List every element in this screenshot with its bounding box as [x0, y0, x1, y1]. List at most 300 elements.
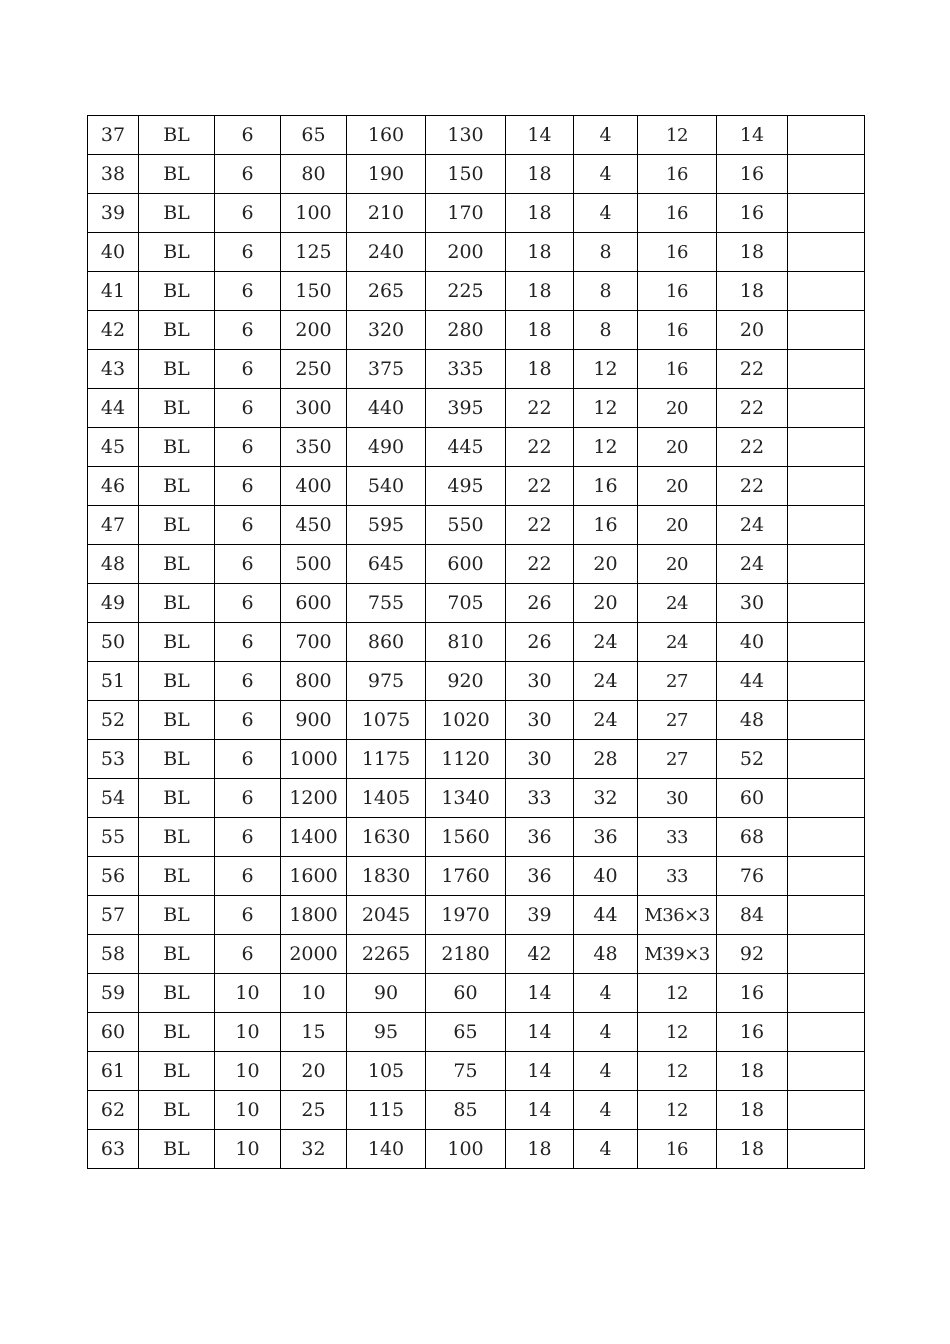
bolt-size-cell: 16: [638, 233, 717, 272]
type-cell: BL: [139, 311, 215, 350]
nominal-size-cell: 350: [281, 428, 347, 467]
hole-diameter-cell: 22: [506, 467, 574, 506]
type-cell: BL: [139, 467, 215, 506]
pressure-cell: 6: [215, 350, 281, 389]
bolt-circle-cell: 395: [426, 389, 506, 428]
remark-cell: [788, 350, 865, 389]
remark-cell: [788, 311, 865, 350]
hole-diameter-cell: 14: [506, 1013, 574, 1052]
remark-cell: [788, 506, 865, 545]
row-number-cell: 45: [88, 428, 139, 467]
bolt-circle-cell: 810: [426, 623, 506, 662]
bolt-circle-cell: 100: [426, 1130, 506, 1169]
nominal-size-cell: 100: [281, 194, 347, 233]
hole-diameter-cell: 39: [506, 896, 574, 935]
thickness-cell: 60: [717, 779, 788, 818]
pressure-cell: 6: [215, 623, 281, 662]
nominal-size-cell: 200: [281, 311, 347, 350]
pressure-cell: 6: [215, 428, 281, 467]
type-cell: BL: [139, 779, 215, 818]
pressure-cell: 6: [215, 272, 281, 311]
table-row: [88, 974, 865, 1013]
remark-cell: [788, 701, 865, 740]
table-row: [88, 1052, 865, 1091]
table-row: [88, 350, 865, 389]
outer-diameter-cell: 490: [347, 428, 426, 467]
bolt-size-cell: 16: [638, 194, 717, 233]
row-number-cell: 53: [88, 740, 139, 779]
hole-diameter-cell: 18: [506, 233, 574, 272]
bolt-size-cell: 20: [638, 506, 717, 545]
remark-cell: [788, 935, 865, 974]
bolt-size-cell: M36×3: [638, 896, 717, 935]
table-row: [88, 116, 865, 155]
bolt-count-cell: 4: [574, 1130, 638, 1169]
thickness-cell: 16: [717, 155, 788, 194]
row-number-cell: 48: [88, 545, 139, 584]
table-row: [88, 1091, 865, 1130]
row-number-cell: 49: [88, 584, 139, 623]
type-cell: BL: [139, 701, 215, 740]
thickness-cell: 18: [717, 1052, 788, 1091]
pressure-cell: 6: [215, 818, 281, 857]
thickness-cell: 76: [717, 857, 788, 896]
flange-dimension-table: [87, 115, 865, 1169]
nominal-size-cell: 125: [281, 233, 347, 272]
bolt-circle-cell: 1340: [426, 779, 506, 818]
type-cell: BL: [139, 740, 215, 779]
type-cell: BL: [139, 1052, 215, 1091]
row-number-cell: 52: [88, 701, 139, 740]
bolt-circle-cell: 170: [426, 194, 506, 233]
outer-diameter-cell: 160: [347, 116, 426, 155]
outer-diameter-cell: 1830: [347, 857, 426, 896]
table-row: [88, 467, 865, 506]
bolt-circle-cell: 75: [426, 1052, 506, 1091]
bolt-size-cell: 24: [638, 584, 717, 623]
hole-diameter-cell: 22: [506, 545, 574, 584]
outer-diameter-cell: 595: [347, 506, 426, 545]
pressure-cell: 10: [215, 1091, 281, 1130]
bolt-count-cell: 20: [574, 584, 638, 623]
thickness-cell: 18: [717, 1130, 788, 1169]
hole-diameter-cell: 14: [506, 116, 574, 155]
hole-diameter-cell: 30: [506, 662, 574, 701]
table-row: [88, 1013, 865, 1052]
hole-diameter-cell: 18: [506, 272, 574, 311]
remark-cell: [788, 116, 865, 155]
thickness-cell: 14: [717, 116, 788, 155]
thickness-cell: 22: [717, 467, 788, 506]
remark-cell: [788, 974, 865, 1013]
bolt-circle-cell: 495: [426, 467, 506, 506]
nominal-size-cell: 300: [281, 389, 347, 428]
remark-cell: [788, 740, 865, 779]
bolt-circle-cell: 1020: [426, 701, 506, 740]
type-cell: BL: [139, 116, 215, 155]
bolt-circle-cell: 130: [426, 116, 506, 155]
type-cell: BL: [139, 506, 215, 545]
bolt-size-cell: M39×3: [638, 935, 717, 974]
bolt-circle-cell: 1560: [426, 818, 506, 857]
type-cell: BL: [139, 1130, 215, 1169]
bolt-size-cell: 20: [638, 389, 717, 428]
bolt-size-cell: 24: [638, 623, 717, 662]
thickness-cell: 20: [717, 311, 788, 350]
bolt-size-cell: 16: [638, 1130, 717, 1169]
remark-cell: [788, 467, 865, 506]
pressure-cell: 6: [215, 740, 281, 779]
row-number-cell: 38: [88, 155, 139, 194]
type-cell: BL: [139, 974, 215, 1013]
outer-diameter-cell: 140: [347, 1130, 426, 1169]
thickness-cell: 44: [717, 662, 788, 701]
nominal-size-cell: 25: [281, 1091, 347, 1130]
remark-cell: [788, 545, 865, 584]
thickness-cell: 18: [717, 233, 788, 272]
hole-diameter-cell: 18: [506, 155, 574, 194]
type-cell: BL: [139, 935, 215, 974]
thickness-cell: 68: [717, 818, 788, 857]
nominal-size-cell: 15: [281, 1013, 347, 1052]
table-row: [88, 623, 865, 662]
row-number-cell: 50: [88, 623, 139, 662]
type-cell: BL: [139, 896, 215, 935]
nominal-size-cell: 500: [281, 545, 347, 584]
remark-cell: [788, 233, 865, 272]
row-number-cell: 39: [88, 194, 139, 233]
row-number-cell: 37: [88, 116, 139, 155]
remark-cell: [788, 155, 865, 194]
type-cell: BL: [139, 857, 215, 896]
bolt-circle-cell: 1970: [426, 896, 506, 935]
outer-diameter-cell: 2265: [347, 935, 426, 974]
bolt-size-cell: 27: [638, 740, 717, 779]
thickness-cell: 24: [717, 545, 788, 584]
type-cell: BL: [139, 272, 215, 311]
row-number-cell: 54: [88, 779, 139, 818]
thickness-cell: 16: [717, 194, 788, 233]
bolt-circle-cell: 2180: [426, 935, 506, 974]
row-number-cell: 61: [88, 1052, 139, 1091]
bolt-count-cell: 4: [574, 1052, 638, 1091]
thickness-cell: 18: [717, 272, 788, 311]
row-number-cell: 43: [88, 350, 139, 389]
remark-cell: [788, 1013, 865, 1052]
bolt-size-cell: 16: [638, 350, 717, 389]
hole-diameter-cell: 26: [506, 623, 574, 662]
table-row: [88, 233, 865, 272]
table-row: [88, 779, 865, 818]
remark-cell: [788, 428, 865, 467]
bolt-size-cell: 20: [638, 467, 717, 506]
bolt-circle-cell: 1760: [426, 857, 506, 896]
hole-diameter-cell: 14: [506, 1091, 574, 1130]
pressure-cell: 6: [215, 701, 281, 740]
remark-cell: [788, 662, 865, 701]
bolt-count-cell: 24: [574, 662, 638, 701]
bolt-size-cell: 30: [638, 779, 717, 818]
type-cell: BL: [139, 389, 215, 428]
outer-diameter-cell: 540: [347, 467, 426, 506]
bolt-count-cell: 36: [574, 818, 638, 857]
pressure-cell: 10: [215, 974, 281, 1013]
hole-diameter-cell: 18: [506, 1130, 574, 1169]
outer-diameter-cell: 1630: [347, 818, 426, 857]
nominal-size-cell: 400: [281, 467, 347, 506]
remark-cell: [788, 1052, 865, 1091]
bolt-size-cell: 33: [638, 857, 717, 896]
outer-diameter-cell: 105: [347, 1052, 426, 1091]
type-cell: BL: [139, 1013, 215, 1052]
table-row: [88, 857, 865, 896]
bolt-circle-cell: 445: [426, 428, 506, 467]
row-number-cell: 47: [88, 506, 139, 545]
bolt-circle-cell: 335: [426, 350, 506, 389]
type-cell: BL: [139, 818, 215, 857]
bolt-count-cell: 44: [574, 896, 638, 935]
pressure-cell: 6: [215, 233, 281, 272]
pressure-cell: 6: [215, 467, 281, 506]
bolt-count-cell: 24: [574, 701, 638, 740]
nominal-size-cell: 1000: [281, 740, 347, 779]
row-number-cell: 55: [88, 818, 139, 857]
pressure-cell: 6: [215, 584, 281, 623]
table-row: [88, 428, 865, 467]
nominal-size-cell: 700: [281, 623, 347, 662]
bolt-count-cell: 16: [574, 506, 638, 545]
bolt-size-cell: 16: [638, 272, 717, 311]
thickness-cell: 16: [717, 974, 788, 1013]
pressure-cell: 6: [215, 935, 281, 974]
nominal-size-cell: 20: [281, 1052, 347, 1091]
bolt-size-cell: 12: [638, 1013, 717, 1052]
bolt-count-cell: 24: [574, 623, 638, 662]
hole-diameter-cell: 42: [506, 935, 574, 974]
outer-diameter-cell: 860: [347, 623, 426, 662]
thickness-cell: 84: [717, 896, 788, 935]
hole-diameter-cell: 18: [506, 350, 574, 389]
hole-diameter-cell: 14: [506, 1052, 574, 1091]
bolt-size-cell: 33: [638, 818, 717, 857]
pressure-cell: 6: [215, 116, 281, 155]
remark-cell: [788, 779, 865, 818]
bolt-count-cell: 4: [574, 1013, 638, 1052]
type-cell: BL: [139, 233, 215, 272]
row-number-cell: 57: [88, 896, 139, 935]
pressure-cell: 6: [215, 896, 281, 935]
bolt-count-cell: 28: [574, 740, 638, 779]
thickness-cell: 22: [717, 389, 788, 428]
table-row: [88, 662, 865, 701]
bolt-size-cell: 12: [638, 1091, 717, 1130]
hole-diameter-cell: 36: [506, 857, 574, 896]
bolt-circle-cell: 65: [426, 1013, 506, 1052]
nominal-size-cell: 1400: [281, 818, 347, 857]
row-number-cell: 42: [88, 311, 139, 350]
bolt-count-cell: 32: [574, 779, 638, 818]
table-row: [88, 155, 865, 194]
bolt-count-cell: 4: [574, 1091, 638, 1130]
bolt-size-cell: 16: [638, 155, 717, 194]
outer-diameter-cell: 210: [347, 194, 426, 233]
thickness-cell: 30: [717, 584, 788, 623]
bolt-size-cell: 20: [638, 545, 717, 584]
type-cell: BL: [139, 428, 215, 467]
remark-cell: [788, 818, 865, 857]
bolt-size-cell: 12: [638, 974, 717, 1013]
bolt-circle-cell: 920: [426, 662, 506, 701]
row-number-cell: 58: [88, 935, 139, 974]
hole-diameter-cell: 22: [506, 428, 574, 467]
table-row: [88, 194, 865, 233]
bolt-count-cell: 40: [574, 857, 638, 896]
nominal-size-cell: 80: [281, 155, 347, 194]
nominal-size-cell: 1200: [281, 779, 347, 818]
bolt-count-cell: 12: [574, 389, 638, 428]
hole-diameter-cell: 22: [506, 389, 574, 428]
thickness-cell: 92: [717, 935, 788, 974]
row-number-cell: 59: [88, 974, 139, 1013]
bolt-size-cell: 16: [638, 311, 717, 350]
nominal-size-cell: 2000: [281, 935, 347, 974]
type-cell: BL: [139, 584, 215, 623]
nominal-size-cell: 150: [281, 272, 347, 311]
outer-diameter-cell: 320: [347, 311, 426, 350]
remark-cell: [788, 272, 865, 311]
outer-diameter-cell: 265: [347, 272, 426, 311]
row-number-cell: 40: [88, 233, 139, 272]
hole-diameter-cell: 22: [506, 506, 574, 545]
bolt-count-cell: 8: [574, 311, 638, 350]
pressure-cell: 6: [215, 389, 281, 428]
bolt-circle-cell: 60: [426, 974, 506, 1013]
bolt-count-cell: 8: [574, 272, 638, 311]
type-cell: BL: [139, 155, 215, 194]
table-row: [88, 545, 865, 584]
nominal-size-cell: 600: [281, 584, 347, 623]
remark-cell: [788, 1091, 865, 1130]
bolt-count-cell: 4: [574, 194, 638, 233]
bolt-count-cell: 48: [574, 935, 638, 974]
bolt-count-cell: 20: [574, 545, 638, 584]
pressure-cell: 10: [215, 1052, 281, 1091]
bolt-count-cell: 16: [574, 467, 638, 506]
pressure-cell: 6: [215, 194, 281, 233]
thickness-cell: 22: [717, 350, 788, 389]
bolt-circle-cell: 150: [426, 155, 506, 194]
bolt-circle-cell: 225: [426, 272, 506, 311]
row-number-cell: 63: [88, 1130, 139, 1169]
table-row: [88, 818, 865, 857]
row-number-cell: 51: [88, 662, 139, 701]
hole-diameter-cell: 18: [506, 194, 574, 233]
bolt-size-cell: 27: [638, 701, 717, 740]
table-row: [88, 935, 865, 974]
row-number-cell: 44: [88, 389, 139, 428]
row-number-cell: 62: [88, 1091, 139, 1130]
pressure-cell: 6: [215, 545, 281, 584]
nominal-size-cell: 450: [281, 506, 347, 545]
remark-cell: [788, 1130, 865, 1169]
pressure-cell: 10: [215, 1130, 281, 1169]
type-cell: BL: [139, 194, 215, 233]
pressure-cell: 6: [215, 662, 281, 701]
table-row: [88, 740, 865, 779]
thickness-cell: 24: [717, 506, 788, 545]
nominal-size-cell: 10: [281, 974, 347, 1013]
hole-diameter-cell: 36: [506, 818, 574, 857]
outer-diameter-cell: 1175: [347, 740, 426, 779]
pressure-cell: 6: [215, 155, 281, 194]
nominal-size-cell: 1600: [281, 857, 347, 896]
outer-diameter-cell: 375: [347, 350, 426, 389]
row-number-cell: 46: [88, 467, 139, 506]
bolt-circle-cell: 705: [426, 584, 506, 623]
pressure-cell: 6: [215, 779, 281, 818]
remark-cell: [788, 584, 865, 623]
nominal-size-cell: 900: [281, 701, 347, 740]
outer-diameter-cell: 240: [347, 233, 426, 272]
pressure-cell: 6: [215, 506, 281, 545]
hole-diameter-cell: 18: [506, 311, 574, 350]
pressure-cell: 6: [215, 311, 281, 350]
row-number-cell: 60: [88, 1013, 139, 1052]
type-cell: BL: [139, 350, 215, 389]
row-number-cell: 56: [88, 857, 139, 896]
table-row: [88, 389, 865, 428]
nominal-size-cell: 1800: [281, 896, 347, 935]
remark-cell: [788, 896, 865, 935]
outer-diameter-cell: 975: [347, 662, 426, 701]
remark-cell: [788, 623, 865, 662]
bolt-circle-cell: 200: [426, 233, 506, 272]
outer-diameter-cell: 440: [347, 389, 426, 428]
table-row: [88, 896, 865, 935]
nominal-size-cell: 250: [281, 350, 347, 389]
pressure-cell: 6: [215, 857, 281, 896]
hole-diameter-cell: 26: [506, 584, 574, 623]
row-number-cell: 41: [88, 272, 139, 311]
bolt-circle-cell: 280: [426, 311, 506, 350]
bolt-size-cell: 20: [638, 428, 717, 467]
hole-diameter-cell: 33: [506, 779, 574, 818]
type-cell: BL: [139, 545, 215, 584]
outer-diameter-cell: 645: [347, 545, 426, 584]
bolt-count-cell: 4: [574, 155, 638, 194]
remark-cell: [788, 389, 865, 428]
bolt-circle-cell: 85: [426, 1091, 506, 1130]
bolt-count-cell: 8: [574, 233, 638, 272]
hole-diameter-cell: 14: [506, 974, 574, 1013]
remark-cell: [788, 857, 865, 896]
table-row: [88, 701, 865, 740]
bolt-size-cell: 12: [638, 1052, 717, 1091]
thickness-cell: 52: [717, 740, 788, 779]
table-row: [88, 584, 865, 623]
table-row: [88, 272, 865, 311]
thickness-cell: 16: [717, 1013, 788, 1052]
hole-diameter-cell: 30: [506, 740, 574, 779]
remark-cell: [788, 194, 865, 233]
table-row: [88, 311, 865, 350]
table-row: [88, 506, 865, 545]
thickness-cell: 18: [717, 1091, 788, 1130]
thickness-cell: 40: [717, 623, 788, 662]
hole-diameter-cell: 30: [506, 701, 574, 740]
type-cell: BL: [139, 1091, 215, 1130]
outer-diameter-cell: 2045: [347, 896, 426, 935]
